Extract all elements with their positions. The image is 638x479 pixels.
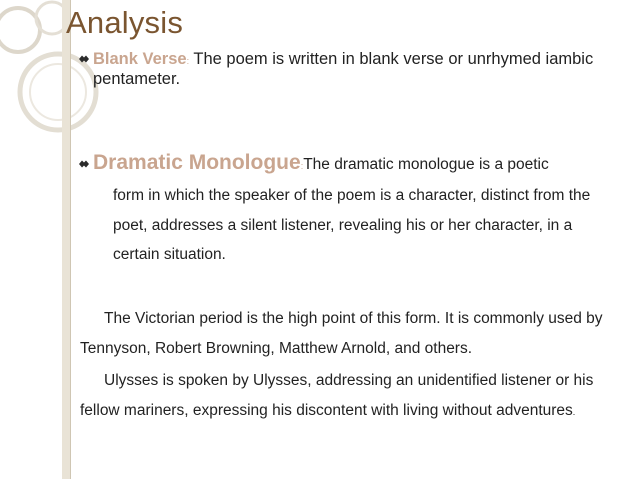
term-separator: : bbox=[186, 56, 190, 66]
term-separator: : bbox=[300, 161, 304, 171]
paragraph-ulysses bbox=[80, 366, 620, 427]
term-dramatic-monologue: Dramatic Monologue bbox=[93, 151, 301, 174]
bullet-text: The poem is written in blank verse or unrhymed iambic pentameter. bbox=[93, 50, 594, 88]
left-accent-line bbox=[70, 0, 71, 479]
bullet-text-continued: form in which the speaker of the poem is a character, distinct from the poet, addresses a silent listener, revealing his or her character, in a certain situation. bbox=[113, 187, 591, 263]
paragraph-ulysses-end: . bbox=[572, 407, 576, 417]
paragraph-ulysses-text: Ulysses is spoken by Ulysses, addressing an unidentified listener or his fellow mariners, expressing his discontent with living without adventures bbox=[80, 372, 594, 419]
left-accent-strip bbox=[62, 0, 70, 479]
slide-title: Analysis bbox=[66, 5, 184, 40]
diamond-bullet-icon bbox=[78, 159, 90, 169]
bullet-text-first: The dramatic monologue is a poetic bbox=[303, 156, 549, 173]
bullet-item-dramatic-monologue bbox=[93, 150, 549, 179]
diamond-bullet-icon bbox=[78, 54, 90, 64]
paragraph-victorian-period: The Victorian period is the high point of this form. It is commonly used by Tennyson, Robert Browning, Matthew Arnold, and others. bbox=[80, 310, 603, 357]
term-blank-verse: Blank Verse bbox=[93, 50, 187, 68]
bullet-item-blank-verse bbox=[93, 50, 613, 88]
